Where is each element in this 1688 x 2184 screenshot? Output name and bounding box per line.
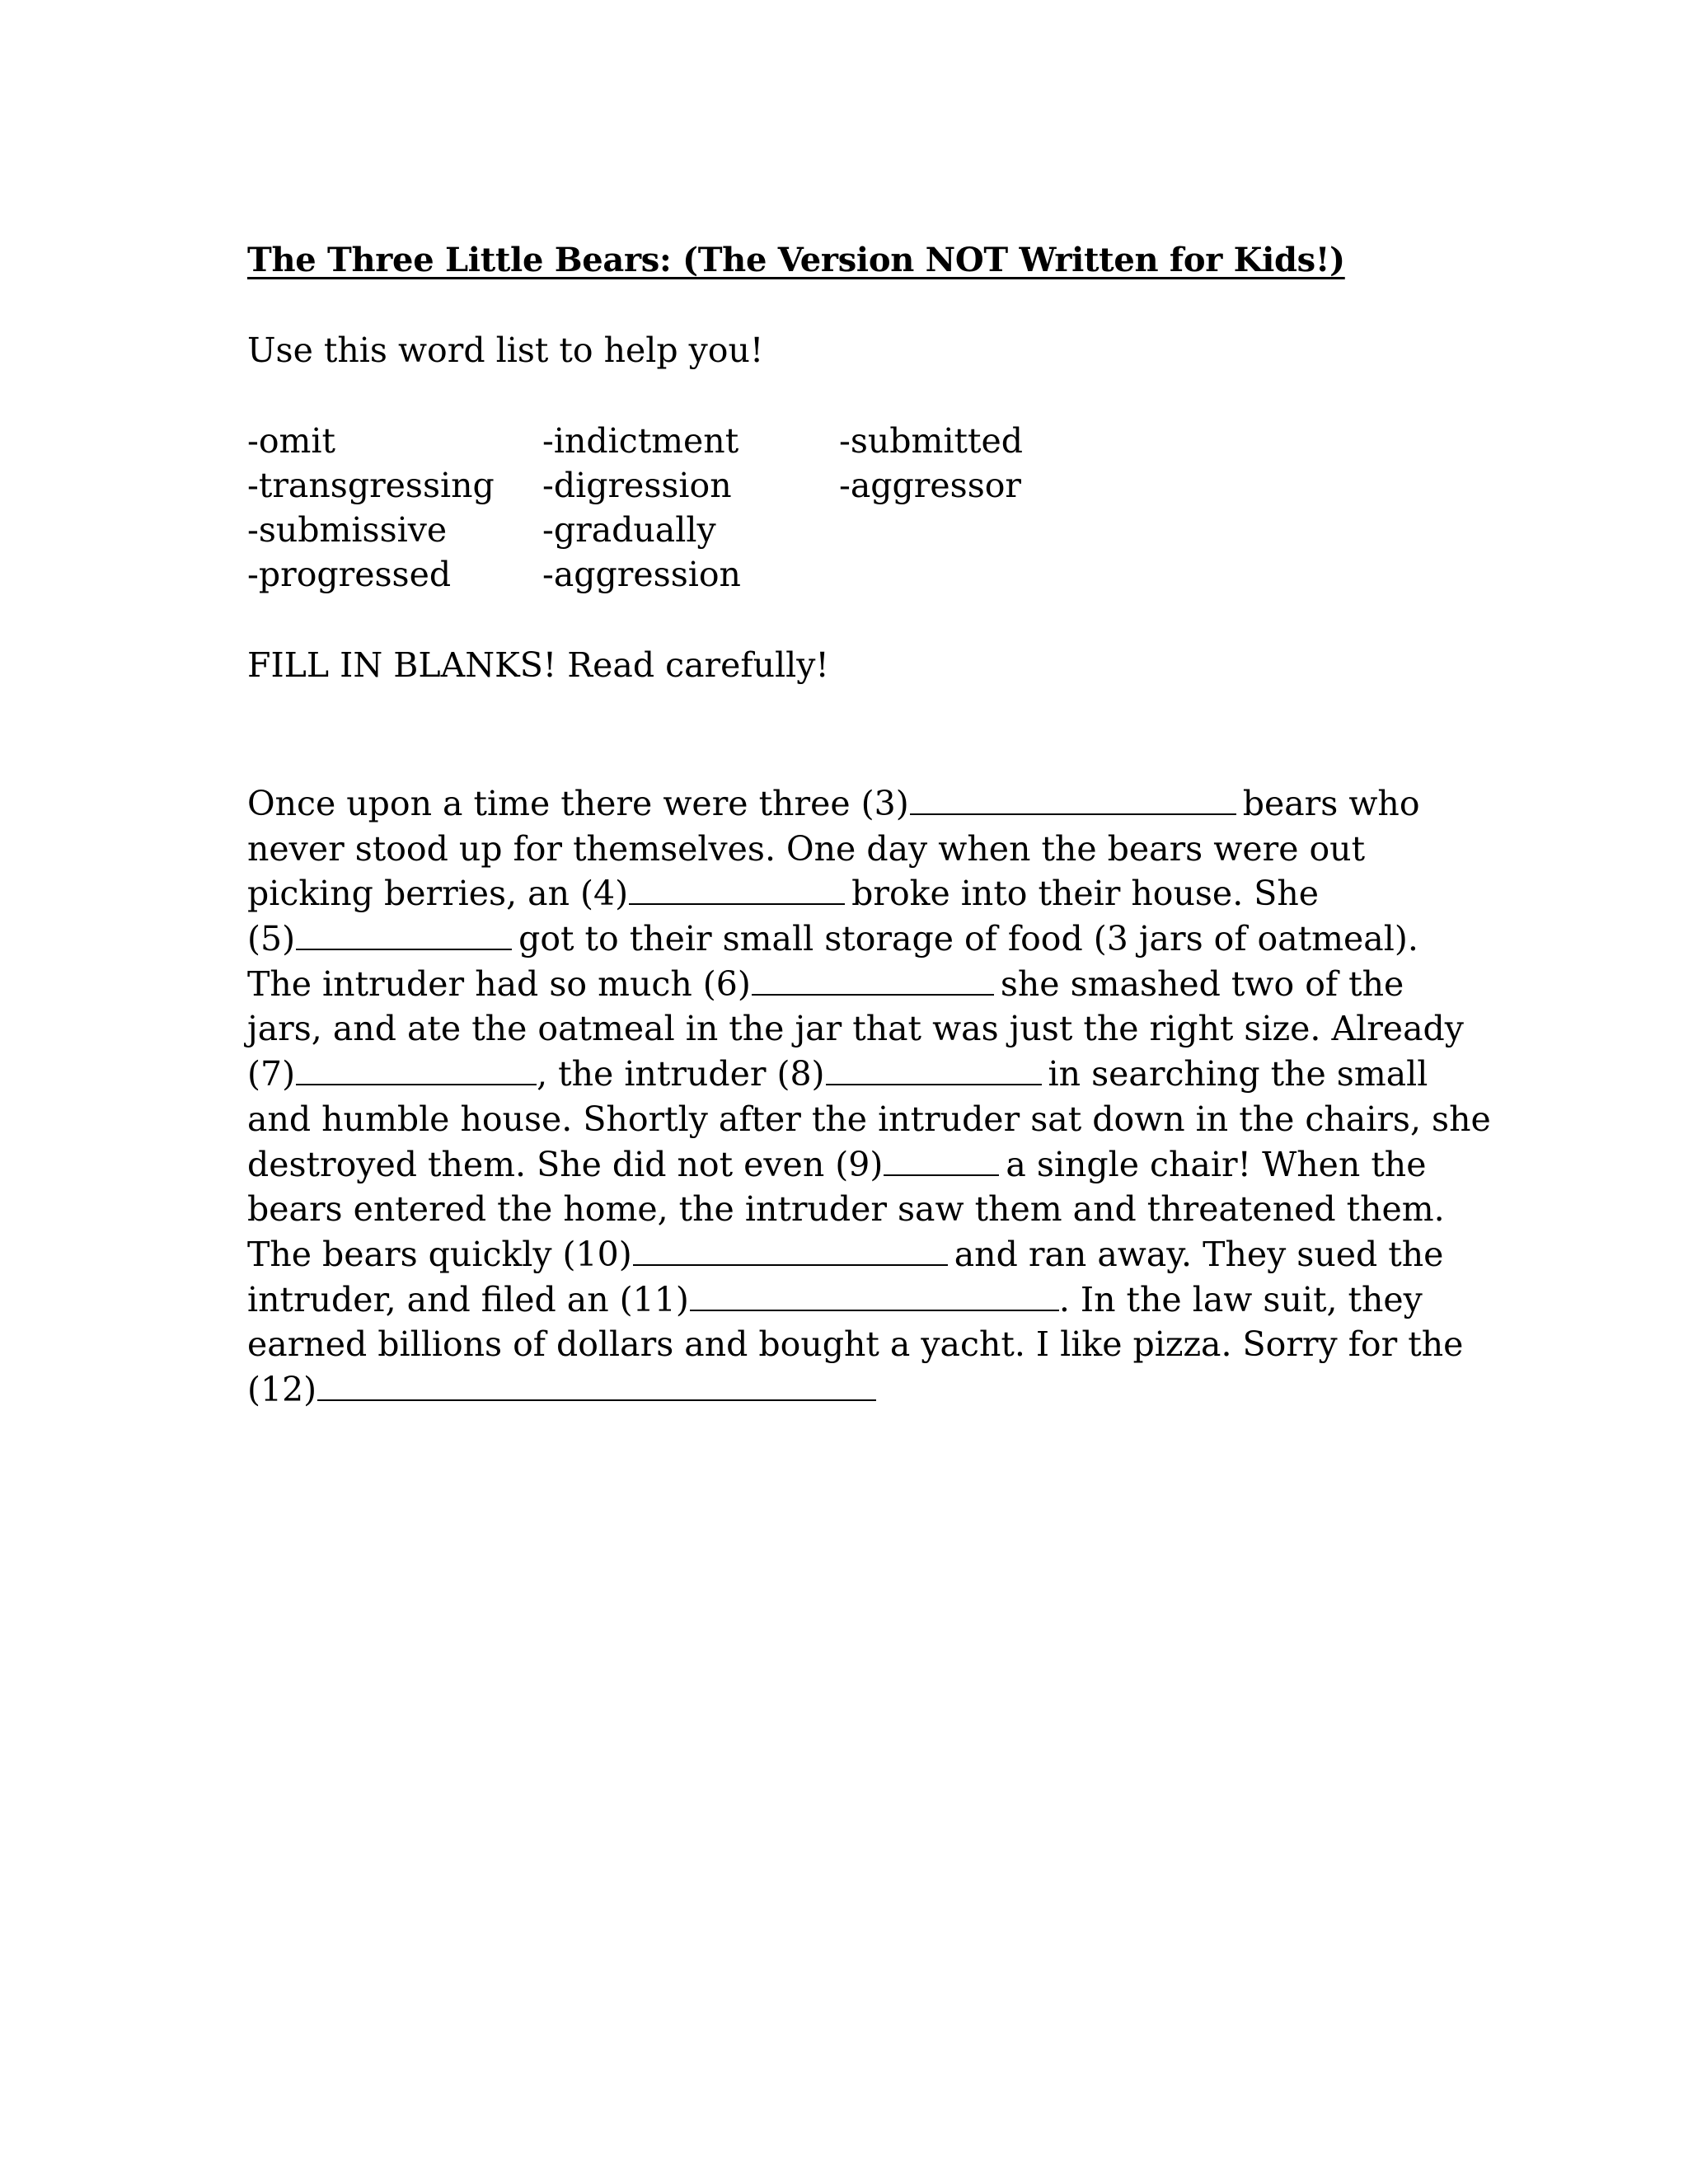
story-text: (5) <box>247 919 296 959</box>
word-list-item: -transgressing <box>247 466 495 505</box>
story-line: bears entered the home, the intruder saw them and threatened them. <box>247 1189 1445 1230</box>
story-paragraph <box>247 781 1491 1413</box>
story-text: destroyed them. She did not even (9) <box>247 1144 884 1184</box>
story-text: (12) <box>247 1369 317 1409</box>
story-line: and humble house. Shortly after the intruder sat down in the chairs, she <box>247 1099 1491 1139</box>
word-list-item: -submitted <box>839 421 1023 461</box>
story-text: got to their small storage of food (3 jars of oatmeal). <box>518 919 1418 959</box>
word-list-item: -submissive <box>247 510 448 550</box>
word-list-item: -aggression <box>542 555 741 594</box>
story-text: a single chair! When the <box>1006 1144 1427 1184</box>
story-line <box>247 781 1451 827</box>
story-text: and ran away. They sued the <box>954 1234 1444 1274</box>
blank-3[interactable] <box>910 784 1236 815</box>
story-text: . In the law suit, they <box>1058 1279 1423 1319</box>
blank-5[interactable] <box>296 919 512 950</box>
story-line: jars, and ate the oatmeal in the jar that was just the right size. Already <box>247 1009 1464 1049</box>
story-line: earned billions of dollars and bought a yacht. I like pizza. Sorry for the <box>247 1324 1464 1365</box>
story-line <box>247 962 1451 1007</box>
story-line <box>247 1277 1451 1323</box>
blank-9[interactable] <box>884 1145 999 1176</box>
word-list-item: -progressed <box>247 555 452 594</box>
story-text: The intruder had so much (6) <box>247 963 751 1004</box>
worksheet-title: The Three Little Bears: (The Version NOT Written for Kids!) <box>247 241 1345 279</box>
story-text: broke into their house. She <box>851 874 1320 914</box>
story-text: (7) <box>247 1054 296 1094</box>
word-list-item: -indictment <box>542 421 739 461</box>
blank-7[interactable] <box>296 1054 537 1085</box>
blank-11[interactable] <box>690 1280 1059 1311</box>
story-text: bears who <box>1242 784 1420 823</box>
story-line <box>247 871 1451 916</box>
word-list-item: -gradually <box>542 510 716 550</box>
story-text: intruder, and filed an (11) <box>247 1279 689 1319</box>
story-line <box>247 1232 1451 1277</box>
word-list-item: -digression <box>542 466 732 505</box>
story-line <box>247 916 1451 962</box>
word-list-instruction: Use this word list to help you! <box>247 330 764 370</box>
blank-8[interactable] <box>826 1054 1042 1085</box>
story-line: never stood up for themselves. One day when the bears were out <box>247 828 1366 869</box>
story-text: , the intruder (8) <box>537 1054 825 1094</box>
blank-12[interactable] <box>317 1370 876 1401</box>
story-text: in searching the small <box>1048 1054 1428 1094</box>
fill-in-instruction: FILL IN BLANKS! Read carefully! <box>247 645 829 685</box>
blank-6[interactable] <box>752 964 994 996</box>
word-list-item: -omit <box>247 421 336 461</box>
story-text: she smashed two of the <box>1000 963 1404 1004</box>
blank-10[interactable] <box>633 1235 948 1266</box>
story-text: The bears quickly (10) <box>247 1234 632 1274</box>
blank-4[interactable] <box>629 874 845 905</box>
word-list-item: -aggressor <box>839 466 1022 505</box>
story-line <box>247 1367 1451 1413</box>
story-text: Once upon a time there were three (3) <box>247 784 909 823</box>
story-text: picking berries, an (4) <box>247 874 629 914</box>
story-line <box>247 1142 1451 1188</box>
story-line <box>247 1052 1451 1097</box>
